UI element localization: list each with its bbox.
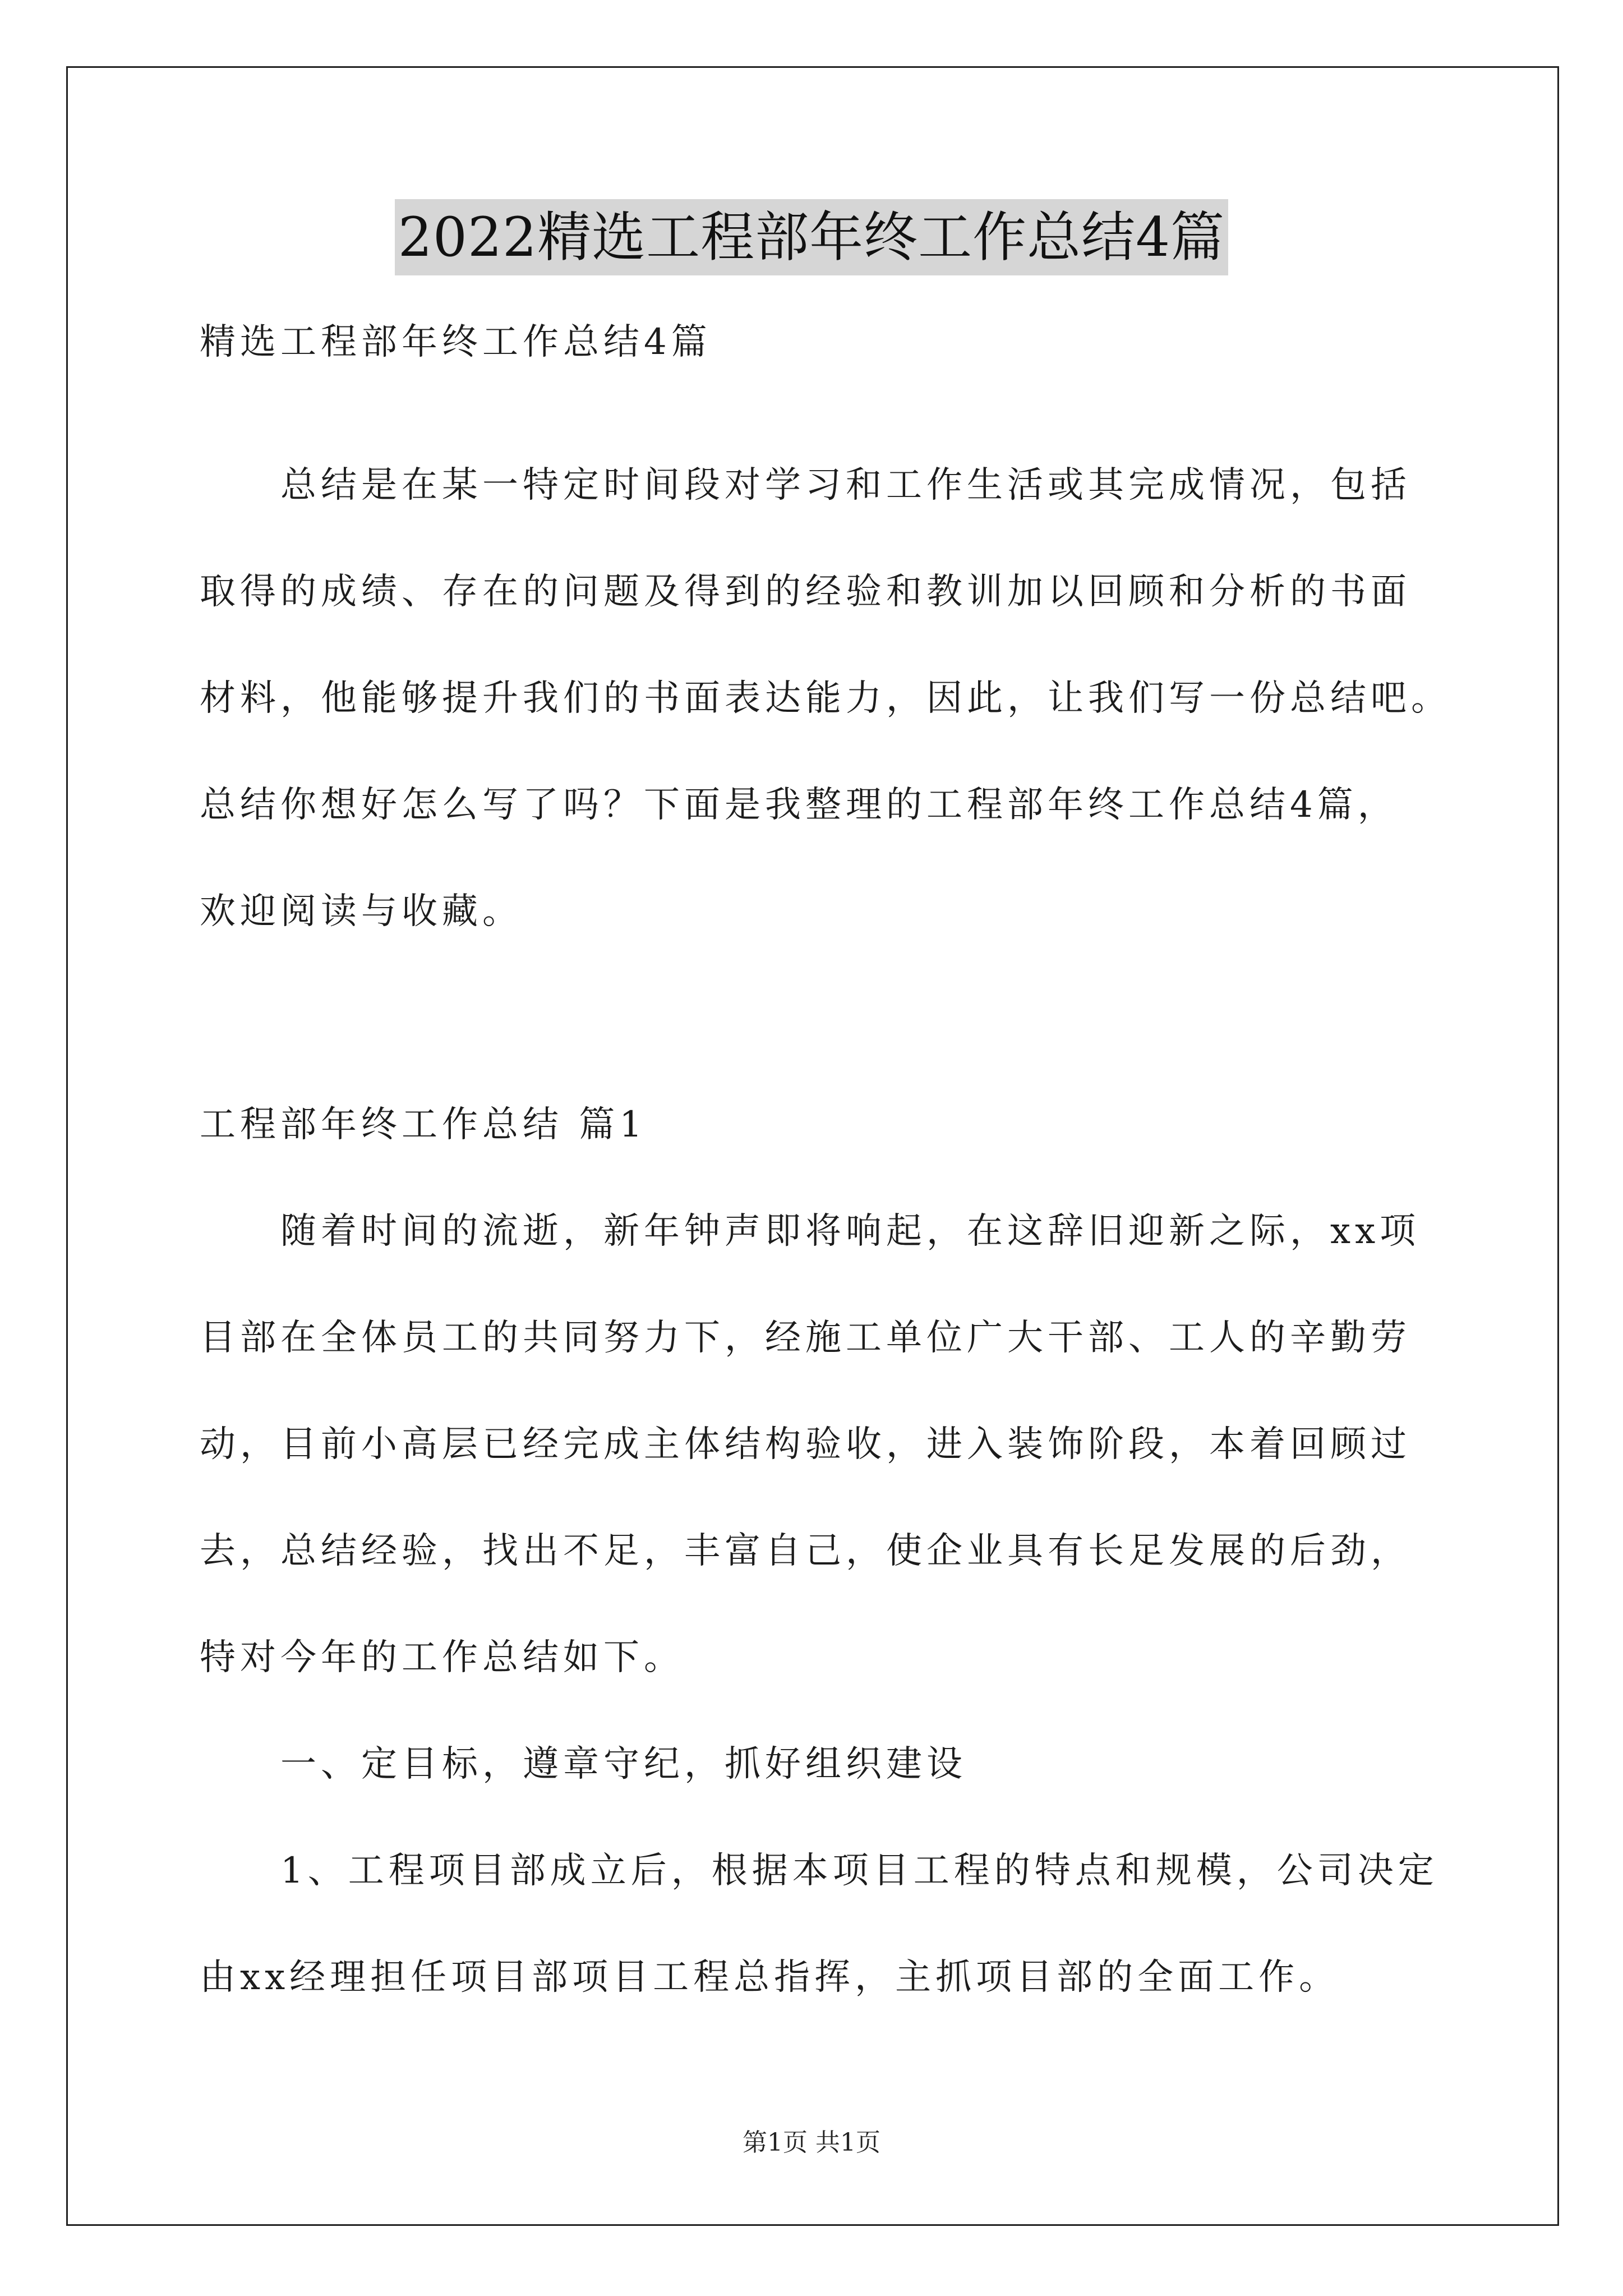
page-footer: 第1页 共1页 — [743, 2128, 880, 2157]
intro-line: 取得的成绩、存在的问题及得到的经验和教训加以回顾和分析的书面 — [200, 571, 1411, 613]
intro-line: 欢迎阅读与收藏。 — [200, 891, 523, 932]
section-line: 去，总结经验，找出不足，丰富自己，使企业具有长足发展的后劲， — [200, 1530, 1411, 1572]
intro-line: 总结是在某一特定时间段对学习和工作生活或其完成情况，包括 — [280, 464, 1411, 506]
document-subtitle: 精选工程部年终工作总结4篇 — [200, 321, 712, 363]
section-line: 随着时间的流逝，新年钟声即将响起，在这辞旧迎新之际，xx项 — [280, 1211, 1421, 1252]
section-line: 动，目前小高层已经完成主体结构验收，进入装饰阶段，本着回顾过 — [200, 1424, 1411, 1465]
intro-line: 材料，他能够提升我们的书面表达能力，因此，让我们写一份总结吧。 — [200, 678, 1451, 719]
item-line: 1、工程项目部成立后，根据本项目工程的特点和规模，公司决定 — [280, 1850, 1438, 1892]
subheading: 一、定目标，遵章守纪，抓好组织建设 — [280, 1743, 967, 1785]
section-heading: 工程部年终工作总结 篇1 — [200, 1104, 647, 1145]
section-line: 特对今年的工作总结如下。 — [200, 1637, 684, 1678]
intro-line: 总结你想好怎么写了吗？下面是我整理的工程部年终工作总结4篇， — [200, 784, 1398, 826]
title-container — [0, 199, 1623, 275]
item-line: 由xx经理担任项目部项目工程总指挥，主抓项目部的全面工作。 — [200, 1957, 1340, 1998]
section-line: 目部在全体员工的共同努力下，经施工单位广大干部、工人的辛勤劳 — [200, 1317, 1411, 1359]
document-title: 2022精选工程部年终工作总结4篇 — [395, 199, 1228, 275]
